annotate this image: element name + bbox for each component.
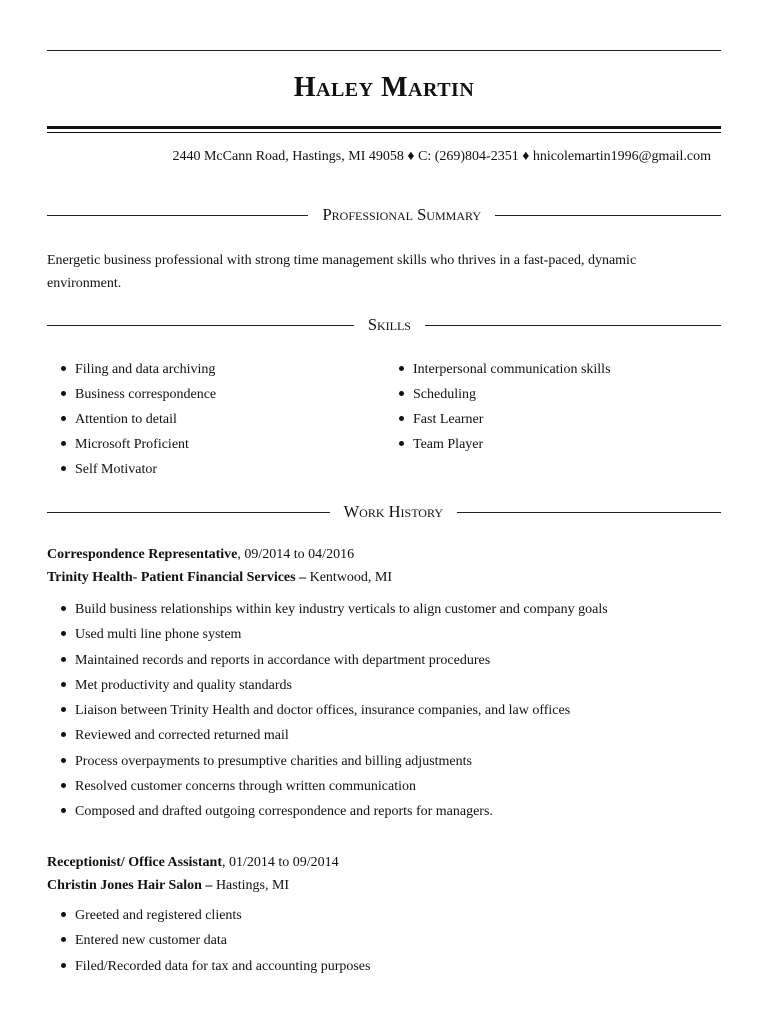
skill-item: Self Motivator bbox=[47, 457, 216, 482]
job-dates: , 09/2014 to 04/2016 bbox=[237, 547, 355, 562]
duty-item: Entered new customer data bbox=[47, 928, 370, 953]
bullet-icon bbox=[61, 416, 66, 421]
duty-item: Liaison between Trinity Health and doctor offices, insurance companies, and law offices bbox=[47, 698, 608, 723]
work-section-heading bbox=[47, 502, 721, 522]
job-role: Receptionist/ Office Assistant bbox=[47, 855, 222, 870]
duty-item: Reviewed and corrected returned mail bbox=[47, 723, 608, 748]
duty-item: Maintained records and reports in accordance with department procedures bbox=[47, 648, 608, 673]
divider bbox=[47, 512, 330, 513]
job-duties-list bbox=[47, 597, 608, 825]
job-dates: , 01/2014 to 09/2014 bbox=[221, 855, 339, 870]
skills-list-left bbox=[47, 357, 216, 482]
divider bbox=[425, 325, 721, 326]
summary-text: Energetic business professional with strong time management skills who thrives in a fast-paced, dynamic environment. bbox=[47, 253, 637, 291]
bullet-icon bbox=[61, 912, 66, 917]
skill-item: Scheduling bbox=[385, 382, 611, 407]
candidate-name: Haley Martin bbox=[293, 72, 475, 103]
bullet-icon bbox=[61, 732, 66, 737]
bullet-icon bbox=[61, 937, 66, 942]
divider bbox=[47, 325, 354, 326]
skills-heading: Skills bbox=[367, 315, 411, 334]
job-title-line bbox=[47, 853, 339, 873]
bullet-icon bbox=[61, 606, 66, 611]
duty-item: Resolved customer concerns through written communication bbox=[47, 774, 608, 799]
job-duties-list bbox=[47, 903, 370, 979]
divider bbox=[47, 215, 308, 216]
work-heading: Work History bbox=[343, 502, 443, 521]
skill-item: Team Player bbox=[385, 432, 611, 457]
bullet-icon bbox=[61, 366, 66, 371]
job-company: Trinity Health- Patient Financial Services – bbox=[47, 570, 307, 585]
bullet-icon bbox=[61, 707, 66, 712]
job-company-line bbox=[47, 876, 289, 896]
duty-item: Filed/Recorded data for tax and accounting purposes bbox=[47, 954, 370, 979]
bullet-icon bbox=[61, 466, 66, 471]
skill-item: Filing and data archiving bbox=[47, 357, 216, 382]
bullet-icon bbox=[61, 391, 66, 396]
skill-item: Attention to detail bbox=[47, 407, 216, 432]
skill-item: Interpersonal communication skills bbox=[385, 357, 611, 382]
job-title-line bbox=[47, 545, 354, 565]
top-rule bbox=[47, 50, 721, 51]
skill-item: Microsoft Proficient bbox=[47, 432, 216, 457]
bullet-icon bbox=[399, 391, 404, 396]
skills-section-heading bbox=[47, 315, 721, 335]
name-underline-thin bbox=[47, 132, 721, 133]
duty-item: Composed and drafted outgoing correspondence and reports for managers. bbox=[47, 799, 608, 824]
bullet-icon bbox=[61, 783, 66, 788]
job-role: Correspondence Representative bbox=[47, 547, 238, 562]
duty-item: Build business relationships within key industry verticals to align customer and company goals bbox=[47, 597, 608, 622]
job-location: Kentwood, MI bbox=[306, 570, 393, 585]
job-company: Christin Jones Hair Salon – bbox=[47, 878, 213, 893]
bullet-icon bbox=[61, 657, 66, 662]
divider bbox=[457, 512, 721, 513]
duty-item: Met productivity and quality standards bbox=[47, 673, 608, 698]
skill-item: Fast Learner bbox=[385, 407, 611, 432]
contact-info: 2440 McCann Road, Hastings, MI 49058 ♦ C: (269)804-2351 ♦ hnicolemartin1996@gmail.com bbox=[172, 149, 711, 164]
skills-list-right bbox=[385, 357, 611, 457]
summary-section-heading bbox=[47, 205, 721, 225]
bullet-icon bbox=[399, 416, 404, 421]
summary-heading: Professional Summary bbox=[322, 205, 481, 224]
duty-item: Greeted and registered clients bbox=[47, 903, 370, 928]
bullet-icon bbox=[61, 441, 66, 446]
divider bbox=[495, 215, 721, 216]
skill-item: Business correspondence bbox=[47, 382, 216, 407]
bullet-icon bbox=[61, 758, 66, 763]
job-location: Hastings, MI bbox=[212, 878, 290, 893]
bullet-icon bbox=[399, 366, 404, 371]
duty-item: Process overpayments to presumptive charities and billing adjustments bbox=[47, 749, 608, 774]
bullet-icon bbox=[399, 441, 404, 446]
bullet-icon bbox=[61, 808, 66, 813]
name-underline-thick bbox=[47, 126, 721, 129]
job-company-line bbox=[47, 568, 392, 588]
bullet-icon bbox=[61, 682, 66, 687]
duty-item: Used multi line phone system bbox=[47, 622, 608, 647]
bullet-icon bbox=[61, 631, 66, 636]
bullet-icon bbox=[61, 963, 66, 968]
